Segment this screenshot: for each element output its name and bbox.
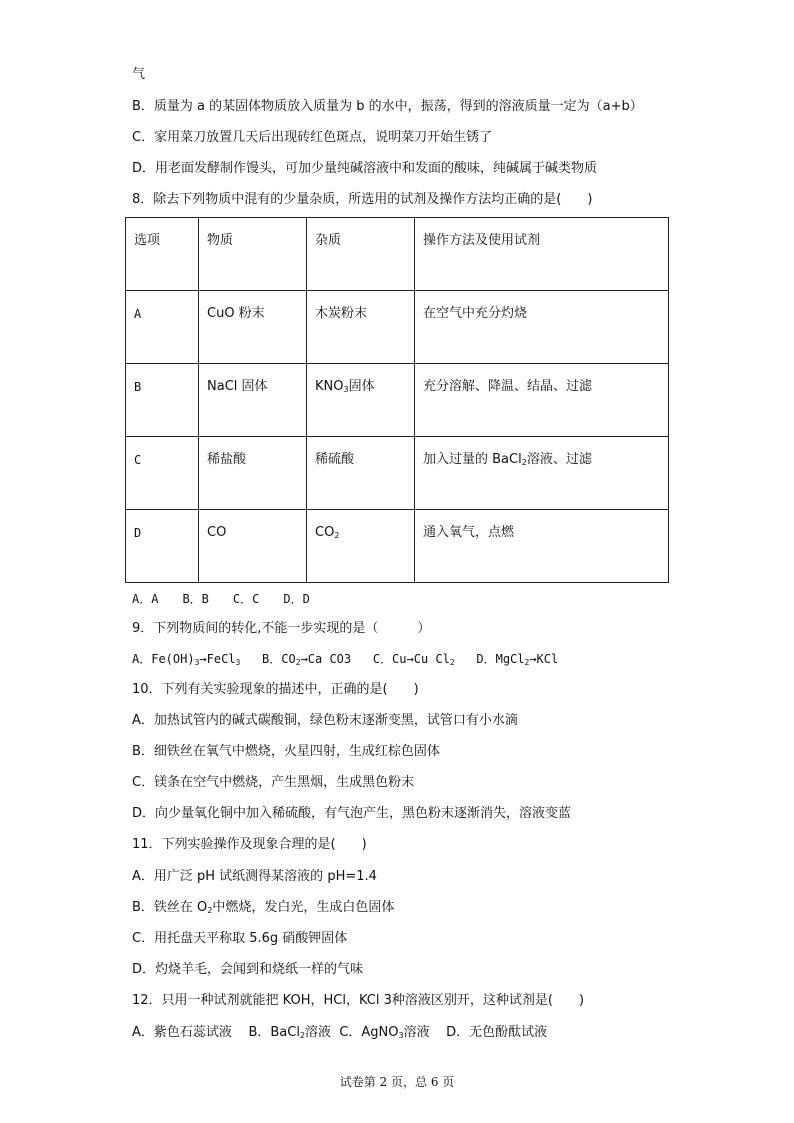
row-substance: CO [199, 510, 307, 583]
row-option: A [126, 291, 199, 364]
option-d-q7: D．用老面发酵制作馒头，可加少量纯碱溶液中和发面的酸味，纯碱属于碱类物质 [132, 161, 598, 176]
question-8-table [125, 217, 669, 583]
header-impurity: 杂质 [307, 218, 415, 291]
question-9-stem: 9．下列物质间的转化,不能一步实现的是（ ） [132, 621, 431, 636]
question-10-option-b: B．细铁丝在氧气中燃烧，火星四射，生成红棕色固体 [132, 744, 440, 759]
row-option: B [126, 364, 199, 437]
question-10-stem: 10．下列有关实验现象的描述中，正确的是( ) [132, 682, 419, 697]
row-method: 通入氧气，点燃 [415, 510, 669, 583]
row-option: C [126, 437, 199, 510]
question-12-stem: 12．只用一种试剂就能把 KOH，HCl，KCl 3种溶液区别开，这种试剂是( ) [132, 993, 585, 1008]
row-impurity: $CO_2$ [307, 510, 415, 583]
question-11-stem: 11．下列实验操作及现象合理的是( ) [132, 837, 367, 852]
row-method: 加入过量的 BaCl$_2$溶液、过滤 [415, 437, 669, 510]
header-substance: 物质 [199, 218, 307, 291]
question-11-option-b: B．铁丝在 $O_2$中燃烧，发白光，生成白色固体 [132, 900, 395, 915]
page-footer: 试卷第 2 页，总 6 页 [339, 1075, 455, 1089]
row-substance: 稀盐酸 [199, 437, 307, 510]
question-12-options: A．紫色石蕊试液 B．BaCl$_2$溶液 C．AgNO$_3$溶液 D．无色酚酞试液 [132, 1025, 548, 1040]
row-method: 在空气中充分灼烧 [415, 291, 669, 364]
row-impurity: 稀硫酸 [307, 437, 415, 510]
row-method: 充分溶解、降温、结晶、过滤 [415, 364, 669, 437]
question-10-option-d: D．向少量氧化铜中加入稀硫酸，有气泡产生，黑色粉末逐渐消失，溶液变蓝 [132, 806, 572, 821]
row-impurity: $KNO_3$固体 [307, 364, 415, 437]
option-b-q7: B．质量为 a 的某固体物质放入质量为 b 的水中，振荡，得到的溶液质量一定为（a+b） [132, 99, 643, 114]
question-8-answers: A．A B．B C．C D．D [132, 592, 310, 606]
question-11-option-a: A．用广泛 pH 试纸测得某溶液的 pH=1.4 [132, 869, 377, 884]
continuation-text: 气 [132, 67, 146, 82]
question-9-options: A．$Fe(OH)_3\to FeCl_3$ B．$CO_2\to Ca$ CO3 C．Cu→Cu $Cl_2$ D．MgCl$_2$→KCl [132, 652, 559, 667]
table-row [126, 510, 669, 583]
table-row [126, 291, 669, 364]
table-header-row [126, 218, 669, 291]
table-row [126, 437, 669, 510]
row-substance: CuO 粉末 [199, 291, 307, 364]
header-option: 选项 [126, 218, 199, 291]
row-impurity: 木炭粉末 [307, 291, 415, 364]
question-11-option-c: C．用托盘天平称取 5.6g 硝酸钾固体 [132, 931, 348, 946]
question-8-stem: 8．除去下列物质中混有的少量杂质，所选用的试剂及操作方法均正确的是( ) [132, 192, 593, 207]
table-row [126, 364, 669, 437]
question-11-option-d: D．灼烧羊毛，会闻到和烧纸一样的气味 [132, 962, 364, 977]
row-option: D [126, 510, 199, 583]
option-c-q7: C．家用菜刀放置几天后出现砖红色斑点，说明菜刀开始生锈了 [132, 130, 493, 145]
question-10-option-c: C．镁条在空气中燃烧，产生黑烟，生成黑色粉末 [132, 775, 415, 790]
header-method: 操作方法及使用试剂 [415, 218, 669, 291]
row-substance: NaCl 固体 [199, 364, 307, 437]
question-10-option-a: A．加热试管内的碱式碳酸铜，绿色粉末逐渐变黑，试管口有小水滴 [132, 713, 518, 728]
